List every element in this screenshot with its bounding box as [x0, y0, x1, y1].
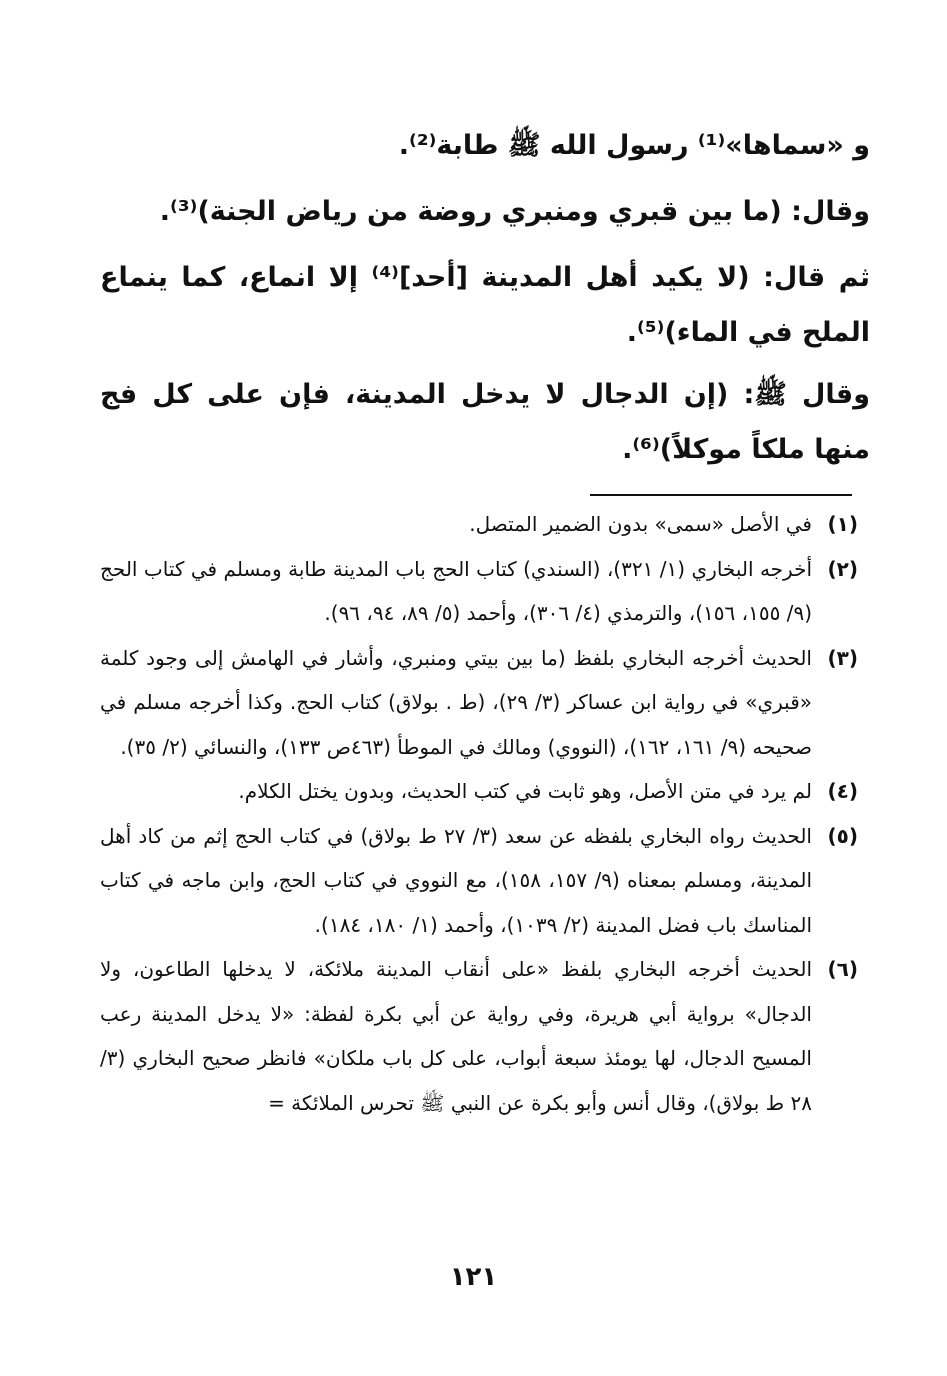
footnote-text: في الأصل «سمى» بدون الضمير المتصل. [469, 512, 812, 536]
footnote-5 [100, 814, 858, 948]
page-number: ١٢١ [449, 1262, 498, 1292]
footnote-number: (٣) [827, 645, 858, 670]
footnote-number: (١) [827, 512, 858, 536]
footnote-text: أخرجه البخاري (١/ ٣٢١)، (السندي) كتاب الحج باب المدينة طابة ومسلم في كتاب الحج (٩/ ١٥٥، ١٥٦)، والترمذي (٤/ ٣٠٦)، وأحمد (٥/ ٨٩، ٩٤، ٩٦). [100, 556, 812, 625]
footnote-number: (٥) [827, 823, 858, 848]
footnote-number: (٢) [827, 556, 858, 581]
footnote-text: الحديث أخرجه البخاري بلفظ «على أنقاب المدينة ملائكة، لا يدخلها الطاعون، ولا الدجال» برواية أبي هريرة، وفي رواية عن أبي بكرة لفظة: «لا يدخل المدينة رعب المسيح الدجال، لها يومئذ سبعة أبواب، على كل باب ملكان» فانظر صحيح البخاري (٣/ ٢٨ ط بولاق)، وقال أنس وأبو بكرة عن النبي ﷺ تحرس الملائكة = [100, 957, 812, 1115]
main-paragraph-1: و «سماها»⁽¹⁾ رسول الله ﷺ طابة⁽²⁾. [398, 130, 870, 161]
footnote-number: (٤) [827, 779, 858, 803]
footnote-text: لم يرد في متن الأصل، وهو ثابت في كتب الحديث، وبدون يختل الكلام. [238, 779, 812, 803]
footnote-divider [590, 494, 852, 496]
footnote-4 [100, 769, 858, 814]
footnote-number: (٦) [827, 957, 858, 981]
footnote-3 [100, 636, 858, 770]
footnote-1 [100, 502, 858, 547]
footnotes-section [100, 502, 858, 1125]
footnote-text: الحديث أخرجه البخاري بلفظ (ما بين بيتي ومنبري، وأشار في الهامش إلى وجود كلمة «قبري» في رواية ابن عساكر (٣/ ٢٩)، (ط . بولاق) كتاب الحج. وكذا أخرجه مسلم في صحيحه (٩/ ١٦١، ١٦٢)، (النووي) ومالك في الموطأ (٤٦٣ص ١٣٣)، والنسائي (٢/ ٣٥). [100, 645, 812, 759]
main-paragraph-3: ثم قال: (لا يكيد أهل المدينة [أحد]⁽⁴⁾ إلا انماع، كما ينماع الملح في الماء)⁽⁵⁾. [100, 262, 871, 348]
footnote-text: الحديث رواه البخاري بلفظه عن سعد (٣/ ٢٧ ط بولاق) في كتاب الحج إثم من كاد أهل المدينة، ومسلم بمعناه (٩/ ١٥٧، ١٥٨)، مع النووي في كتاب الحج، وابن ماجه في كتاب المناسك باب فضل المدينة (٢/ ١٠٣٩)، وأحمد (١/ ١٨٠، ١٨٤). [100, 823, 812, 937]
main-paragraph-4: وقال ﷺ: (إن الدجال لا يدخل المدينة، فإن على كل فج منها ملكاً موكلاً)⁽⁶⁾. [100, 379, 870, 465]
main-paragraph-2: وقال: (ما بين قبري ومنبري روضة من رياض الجنة)⁽³⁾. [159, 196, 870, 227]
footnote-2 [100, 547, 858, 636]
footnote-6 [100, 947, 858, 1125]
